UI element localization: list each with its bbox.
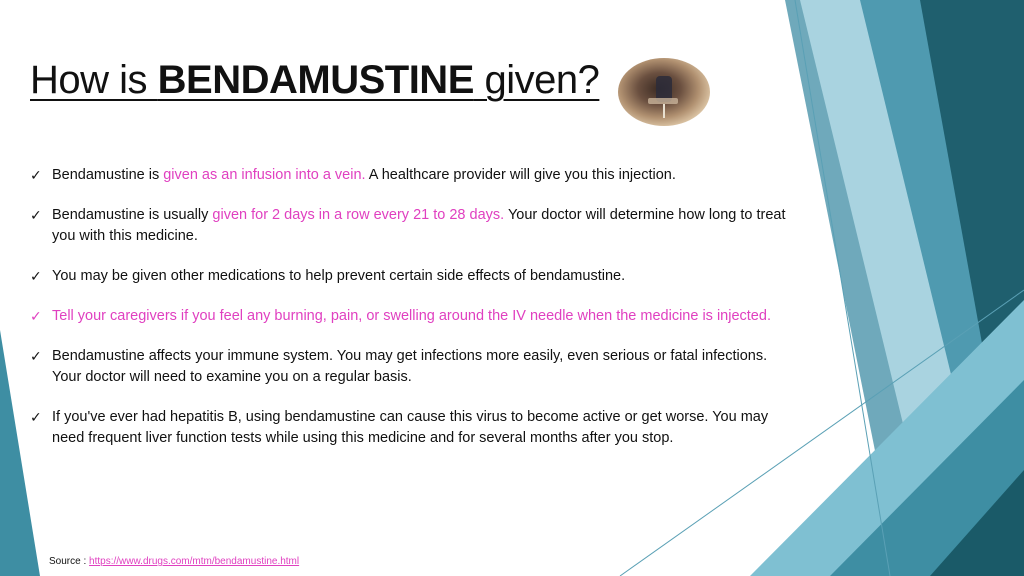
syringe-photo [618,58,710,126]
title-prefix: How is [30,58,158,102]
bullet-text: Bendamustine affects your immune system. You may get infections more easily, even serious or fatal infections. Your doctor will need to examine you on a regular basis. [52,348,768,385]
bullet-text: Bendamustine is usually [52,207,213,223]
bullet-other-medications [30,266,800,287]
bullet-list [30,165,800,449]
bullet-schedule [30,205,800,247]
title-drug-name: BENDAMUSTINE [157,58,474,102]
bullet-hepatitis-b [30,407,800,449]
bullet-text: Tell your caregivers if you feel any burning, pain, or swelling around the IV needle when the medicine is injected. [52,308,771,324]
checkmark-icon: ✓ [30,409,42,425]
checkmark-icon: ✓ [30,268,42,284]
checkmark-icon: ✓ [30,167,42,183]
title-suffix: given? [473,58,600,102]
bullet-text: You may be given other medications to help prevent certain side effects of bendamustine. [52,268,626,284]
bullet-text: Your doctor will determine how long to treat you with this medicine. [52,207,786,244]
bullet-infusion [30,165,800,186]
bullet-highlight: given for 2 days in a row every 21 to 28 days. [212,207,505,223]
bullet-text: Bendamustine is [52,167,164,183]
source-citation [49,556,299,567]
bullet-caregivers-warning [30,306,800,327]
source-label: Source : [49,556,90,567]
checkmark-icon: ✓ [30,308,42,324]
bullet-text: If you've ever had hepatitis B, using bendamustine can cause this virus to become active or get worse. You may need frequent liver function tests while using this medicine and for several months after you stop. [52,409,769,446]
checkmark-icon: ✓ [30,348,42,364]
bullet-text: A healthcare provider will give you this injection. [365,167,676,183]
bullet-highlight: given as an infusion into a vein. [163,167,366,183]
checkmark-icon: ✓ [30,207,42,223]
source-link[interactable]: https://www.drugs.com/mtm/bendamustine.html [89,556,300,567]
syringe-icon [618,58,710,126]
page-title [30,58,599,103]
bullet-immune-system [30,346,800,388]
